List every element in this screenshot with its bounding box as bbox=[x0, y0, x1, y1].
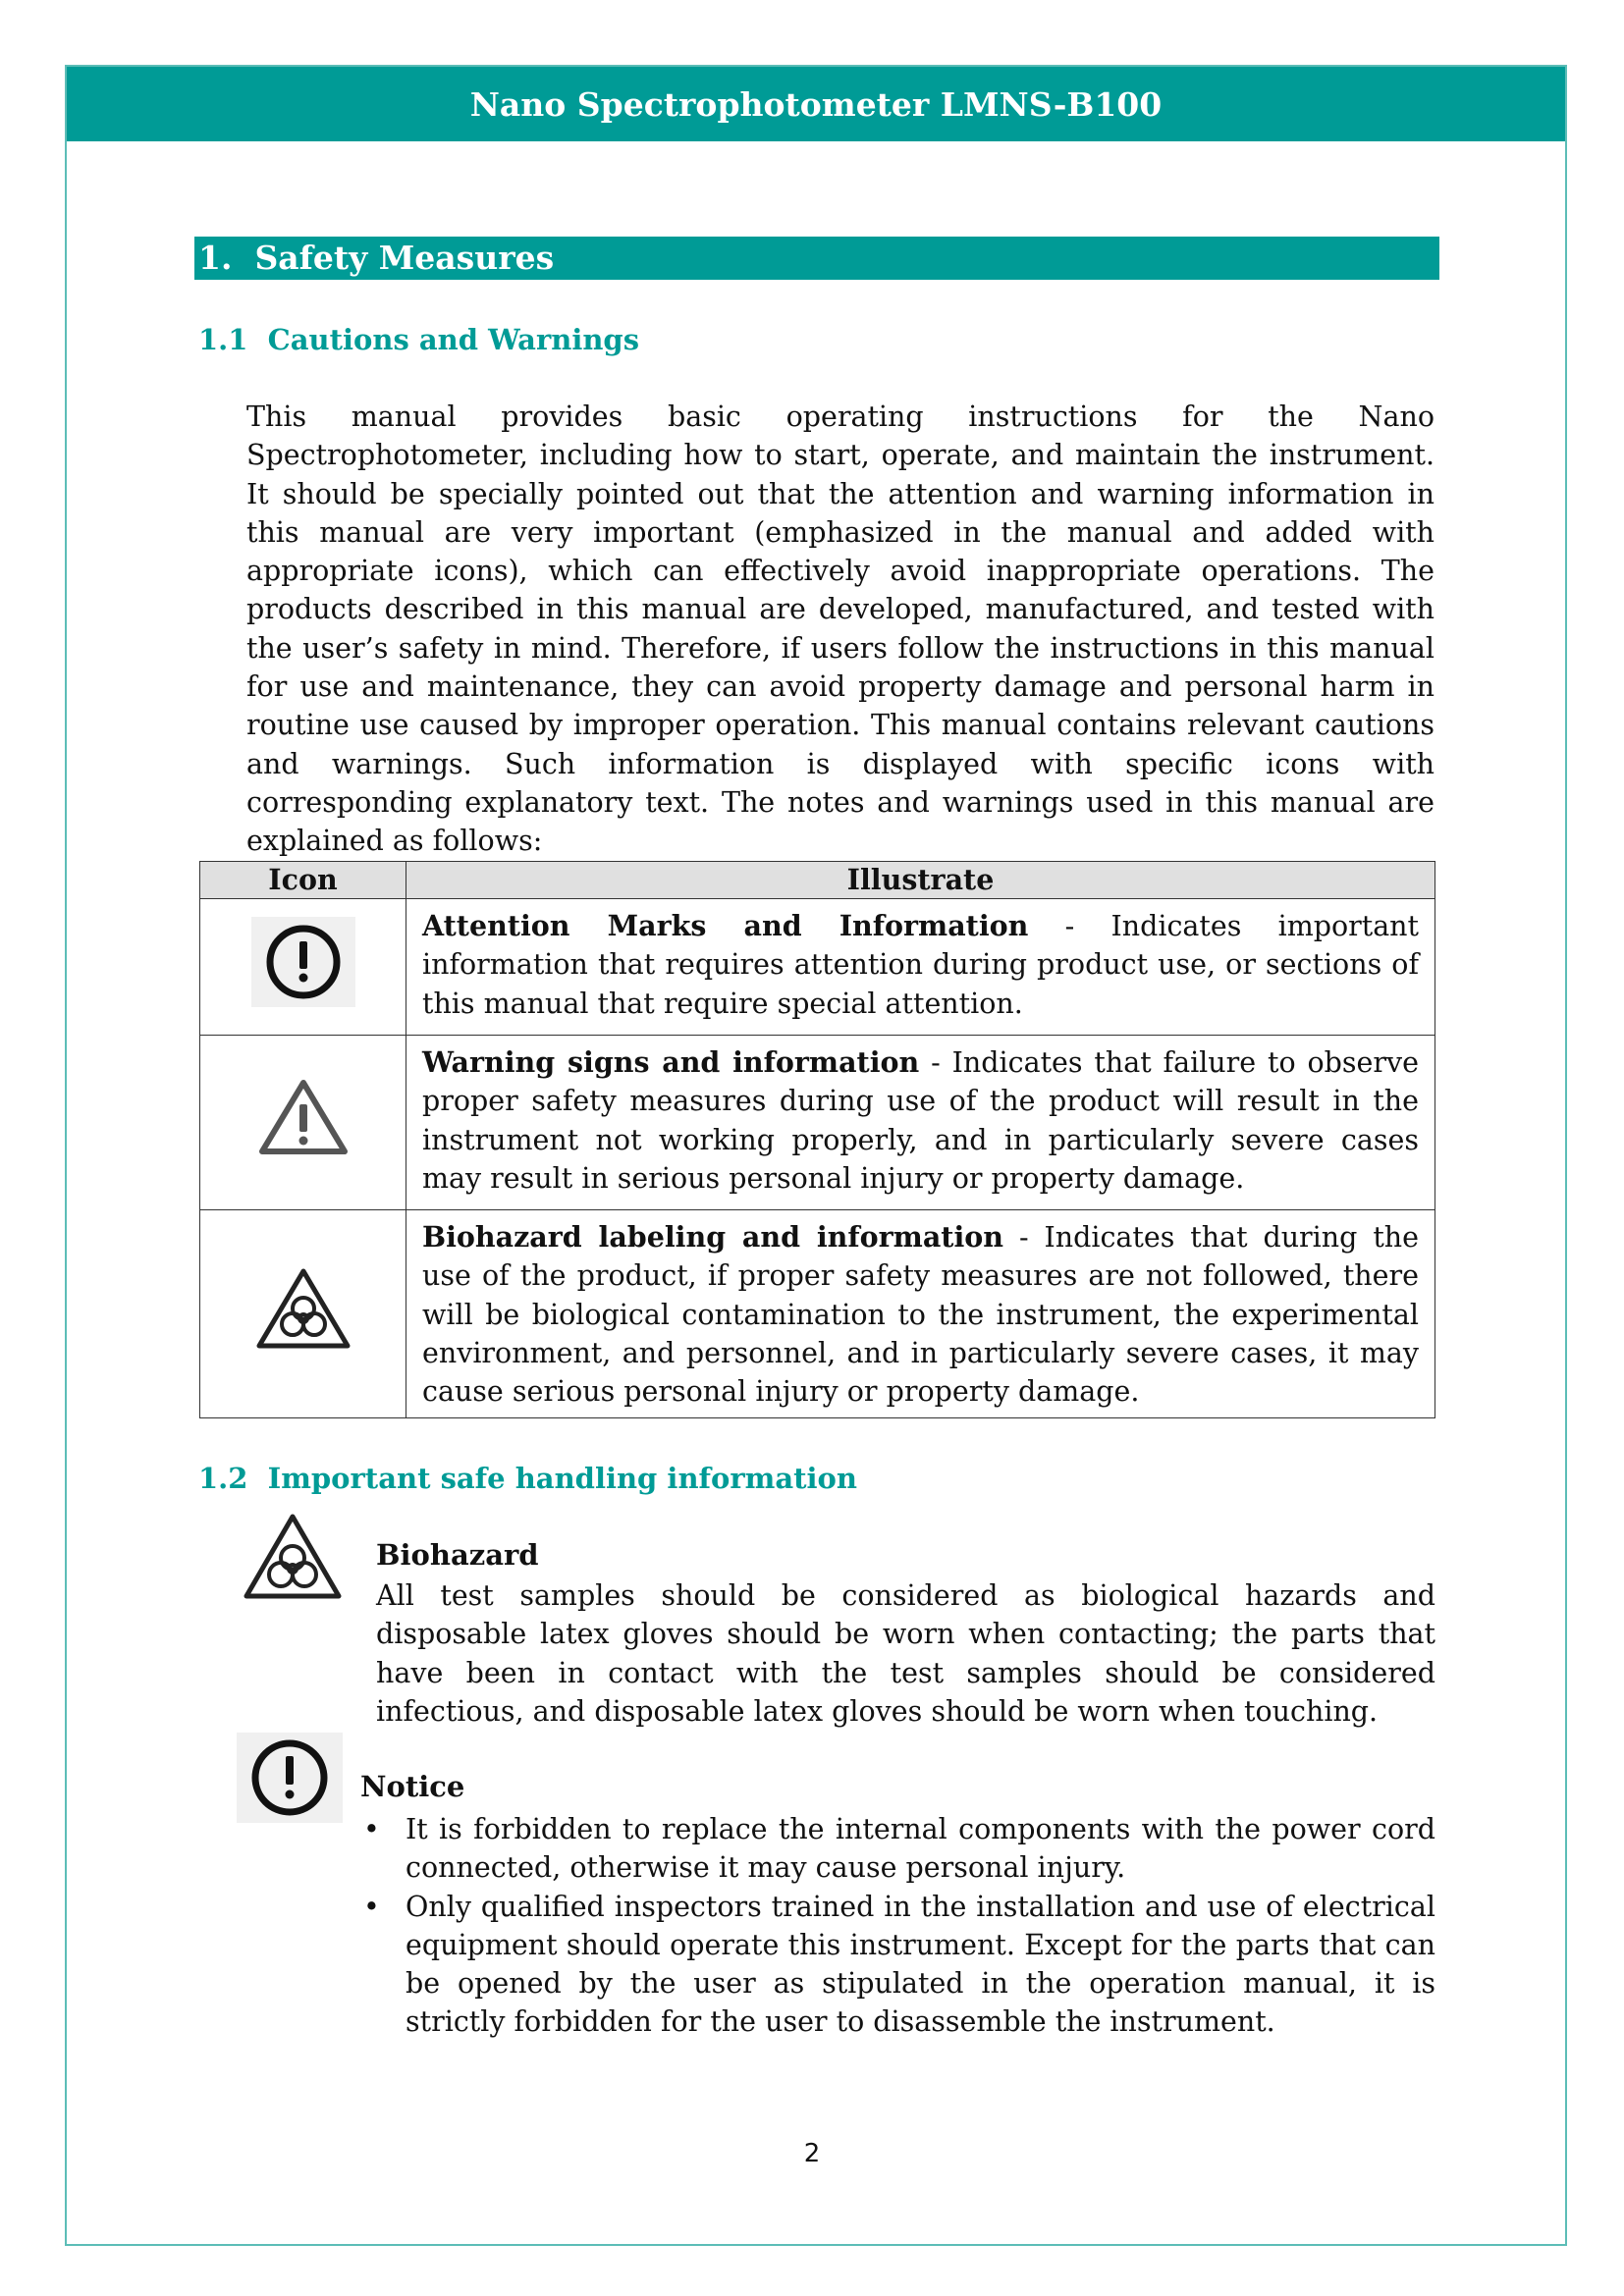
exclamation-circle-icon bbox=[251, 917, 355, 1017]
row-text: - Indicates important information that requires attention during product use, or sections of this manual that require special attention. bbox=[422, 910, 1419, 1020]
bullet-icon: • bbox=[363, 1890, 380, 1923]
table-description bbox=[406, 899, 1435, 1036]
list-item-text: Only qualified inspectors trained in the installation and use of electrical equipment should operate this instrument. Except for the parts that can be opened by the user as stipulated in the operation manual, it is strictly forbidden for the user to disassemble the instrument. bbox=[406, 1890, 1435, 2039]
subsection-number: 1.2 bbox=[198, 1462, 248, 1495]
row-text: - Indicates that failure to observe proper safety measures during use of the product will result in the instrument not working properly, and in particularly severe cases may result in serious personal injury or property damage. bbox=[422, 1046, 1419, 1195]
table-description bbox=[406, 1036, 1435, 1210]
document-header bbox=[67, 67, 1565, 141]
subsection-number: 1.1 bbox=[198, 323, 248, 356]
row-title: Warning signs and information bbox=[422, 1045, 920, 1079]
row-text: - Indicates that during the use of the product, if proper safety measures are not followed, there will be biological contamination to the instrument, the experimental environment, and personnel, and in particularly severe cases, it may cause serious personal injury or property damage. bbox=[422, 1221, 1419, 1409]
biohazard-title: Biohazard bbox=[376, 1538, 539, 1572]
subsection-title: Cautions and Warnings bbox=[267, 323, 640, 356]
icon-cell bbox=[200, 1036, 406, 1210]
section-heading bbox=[194, 237, 1439, 280]
list-item bbox=[359, 1888, 1435, 2042]
subsection-heading-1-1 bbox=[198, 323, 639, 356]
intro-paragraph: This manual provides basic operating instructions for the Nano Spectrophotometer, including how to start, operate, and maintain the instrument. It should be specially pointed out that the attention and warning information in this manual are very important (emphasized in the manual and added with appropriate icons), which can effectively avoid inappropriate operations. The products described in this manual are developed, manufactured, and tested with the user’s safety in mind. Therefore, if users follow the instructions in this manual for use and maintenance, they can avoid property damage and personal harm in routine use caused by improper operation. This manual contains relevant cautions and warnings. Such information is displayed with specific icons with corresponding explanatory text. The notes and warnings used in this manual are explained as follows: bbox=[246, 400, 1435, 858]
table-header-row bbox=[200, 862, 1435, 899]
list-item-text: It is forbidden to replace the internal components with the power cord connected, otherwise it may cause personal injury. bbox=[406, 1813, 1435, 1885]
biohazard-text: All test samples should be considered as biological hazards and disposable latex gloves should be worn when contacting; the parts that have been in contact with the test samples should be considered infectious, and disposable latex gloves should be worn when touching. bbox=[376, 1579, 1435, 1728]
exclamation-circle-icon bbox=[237, 1733, 343, 1823]
notice-title: Notice bbox=[360, 1770, 465, 1803]
table-description bbox=[406, 1210, 1435, 1418]
icon-cell bbox=[200, 1210, 406, 1418]
column-header-illustrate: Illustrate bbox=[406, 862, 1435, 899]
subsection-heading-1-2 bbox=[198, 1462, 857, 1495]
row-title: Attention Marks and Information bbox=[422, 909, 1029, 942]
warning-triangle-icon bbox=[256, 1077, 351, 1167]
table-row bbox=[200, 1036, 1435, 1210]
column-header-icon: Icon bbox=[200, 862, 406, 899]
section-title: Safety Measures bbox=[254, 239, 555, 277]
table-row bbox=[200, 1210, 1435, 1418]
icon-table bbox=[199, 861, 1435, 1418]
notice-list bbox=[359, 1810, 1435, 2042]
list-item bbox=[359, 1810, 1435, 1888]
row-title: Biohazard labeling and information bbox=[422, 1220, 1004, 1254]
table-row bbox=[200, 899, 1435, 1036]
icon-cell bbox=[200, 899, 406, 1036]
subsection-title: Important safe handling information bbox=[267, 1462, 857, 1495]
page-number: 2 bbox=[803, 2139, 821, 2168]
document-title: Nano Spectrophotometer LMNS-B100 bbox=[469, 84, 1163, 124]
biohazard-triangle-icon bbox=[253, 1265, 353, 1362]
section-number: 1. bbox=[198, 239, 233, 277]
biohazard-icon bbox=[242, 1512, 344, 1602]
bullet-icon: • bbox=[363, 1813, 380, 1845]
